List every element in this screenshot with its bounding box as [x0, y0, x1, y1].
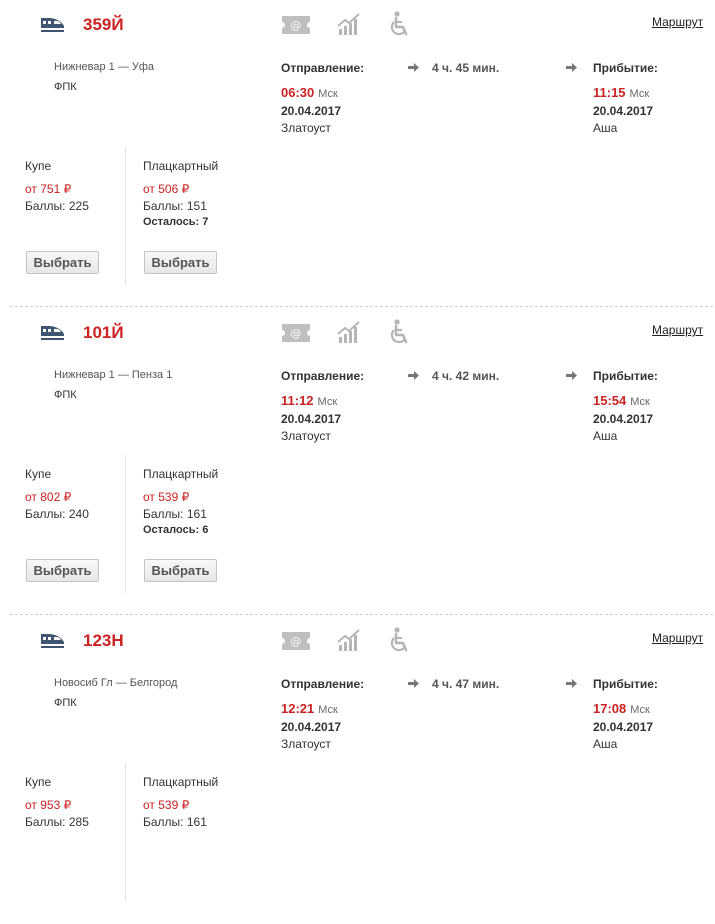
- arrival-date: 20.04.2017: [593, 412, 654, 426]
- arrow-right-icon: [408, 63, 419, 72]
- arrow-right-icon: [566, 63, 577, 72]
- arrival-station: Аша: [593, 429, 618, 443]
- car-class-name: Плацкартный: [143, 775, 219, 789]
- departure-station: Златоуст: [281, 121, 331, 135]
- departure-time: [281, 392, 337, 410]
- car-class-points: Баллы: 161: [143, 815, 207, 829]
- departure-time-value: 11:12: [281, 393, 314, 408]
- route-name: Нижневар 1 — Уфа: [54, 61, 155, 73]
- car-class-price: от 506 ₽: [143, 182, 190, 196]
- e-ticket-icon: [280, 631, 312, 651]
- chart-icon: [337, 320, 361, 344]
- arrival-time-value: 11:15: [593, 85, 626, 100]
- car-class-price: от 751 ₽: [25, 182, 72, 196]
- arrival-time-zone: Мск: [630, 396, 650, 408]
- select-button[interactable]: Выбрать: [144, 251, 217, 274]
- route-link[interactable]: Маршрут: [652, 631, 704, 645]
- svg-text:@: @: [290, 327, 302, 340]
- select-button[interactable]: Выбрать: [26, 251, 99, 274]
- route-link[interactable]: Маршрут: [652, 323, 704, 337]
- select-button[interactable]: Выбрать: [26, 559, 99, 582]
- departure-time-zone: Мск: [318, 704, 338, 716]
- car-class-price: от 802 ₽: [25, 490, 72, 504]
- route-name: Нижневар 1 — Пенза 1: [54, 369, 173, 381]
- travel-duration: 4 ч. 45 мин.: [432, 61, 500, 75]
- arrival-time-zone: Мск: [629, 88, 650, 100]
- train-number: 101Й: [83, 323, 124, 342]
- arrow-right-icon: [408, 679, 419, 688]
- arrow-right-icon: [566, 679, 577, 688]
- car-class-name: Купе: [25, 159, 52, 173]
- car-class-name: Плацкартный: [143, 159, 219, 173]
- departure-time: [281, 84, 338, 102]
- departure-time-zone: Мск: [317, 396, 338, 408]
- arrival-time: [593, 392, 650, 410]
- departure-label: Отправление:: [281, 369, 365, 383]
- select-button[interactable]: Выбрать: [144, 559, 217, 582]
- card-separator: [10, 306, 713, 307]
- departure-date: 20.04.2017: [281, 720, 342, 734]
- carrier: ФПК: [54, 697, 77, 709]
- card-separator: [10, 614, 713, 615]
- e-ticket-icon: [280, 15, 312, 35]
- car-class-name: Плацкартный: [143, 467, 219, 481]
- car-class-points: Баллы: 285: [25, 815, 89, 829]
- arrival-time-value: 17:08: [593, 701, 627, 716]
- arrival-label: Прибытие:: [593, 369, 658, 383]
- arrival-date: 20.04.2017: [593, 720, 654, 734]
- car-class-points: Баллы: 240: [25, 507, 89, 521]
- arrival-time: [593, 84, 649, 102]
- car-class-points: Баллы: 151: [143, 199, 207, 213]
- car-class-name: Купе: [25, 775, 52, 789]
- train-icon: [40, 15, 66, 35]
- arrival-label: Прибытие:: [593, 61, 658, 75]
- departure-time-value: 12:21: [281, 701, 315, 716]
- departure-date: 20.04.2017: [281, 104, 342, 118]
- train-card: [0, 0, 715, 308]
- seats-left: Осталось: 7: [143, 216, 209, 228]
- departure-time-zone: Мск: [318, 88, 338, 100]
- travel-duration: 4 ч. 47 мин.: [432, 677, 500, 691]
- car-class-price: от 539 ₽: [143, 798, 190, 812]
- car-class-points: Баллы: 161: [143, 507, 207, 521]
- carrier: ФПК: [54, 81, 77, 93]
- e-ticket-icon: [280, 323, 312, 343]
- class-divider: [125, 147, 126, 285]
- arrival-station: Аша: [593, 737, 618, 751]
- wheelchair-icon: [387, 11, 411, 39]
- svg-text:@: @: [290, 635, 302, 648]
- train-card: [0, 616, 715, 924]
- arrow-right-icon: [566, 371, 577, 380]
- class-divider: [125, 455, 126, 593]
- route-name: Новосиб Гл — Белгород: [54, 677, 178, 689]
- arrival-time: [593, 700, 650, 718]
- departure-station: Златоуст: [281, 429, 331, 443]
- departure-label: Отправление:: [281, 677, 365, 691]
- departure-time-value: 06:30: [281, 85, 315, 100]
- travel-duration: 4 ч. 42 мин.: [432, 369, 500, 383]
- arrival-time-zone: Мск: [630, 704, 650, 716]
- train-icon: [40, 631, 66, 651]
- arrival-time-value: 15:54: [593, 393, 627, 408]
- departure-label: Отправление:: [281, 61, 365, 75]
- arrival-station: Аша: [593, 121, 618, 135]
- train-number: 123Н: [83, 631, 124, 650]
- wheelchair-icon: [387, 627, 411, 655]
- departure-time: [281, 700, 338, 718]
- car-class-name: Купе: [25, 467, 52, 481]
- wheelchair-icon: [387, 319, 411, 347]
- train-card: [0, 308, 715, 616]
- chart-icon: [337, 628, 361, 652]
- chart-icon: [337, 12, 361, 36]
- car-class-price: от 953 ₽: [25, 798, 72, 812]
- carrier: ФПК: [54, 389, 77, 401]
- departure-date: 20.04.2017: [281, 412, 342, 426]
- departure-station: Златоуст: [281, 737, 331, 751]
- arrival-label: Прибытие:: [593, 677, 658, 691]
- arrow-right-icon: [408, 371, 419, 380]
- car-class-points: Баллы: 225: [25, 199, 89, 213]
- car-class-price: от 539 ₽: [143, 490, 190, 504]
- route-link[interactable]: Маршрут: [652, 15, 704, 29]
- class-divider: [125, 763, 126, 901]
- train-icon: [40, 323, 66, 343]
- seats-left: Осталось: 6: [143, 524, 209, 536]
- arrival-date: 20.04.2017: [593, 104, 654, 118]
- train-number: 359Й: [83, 15, 124, 34]
- svg-text:@: @: [290, 19, 302, 32]
